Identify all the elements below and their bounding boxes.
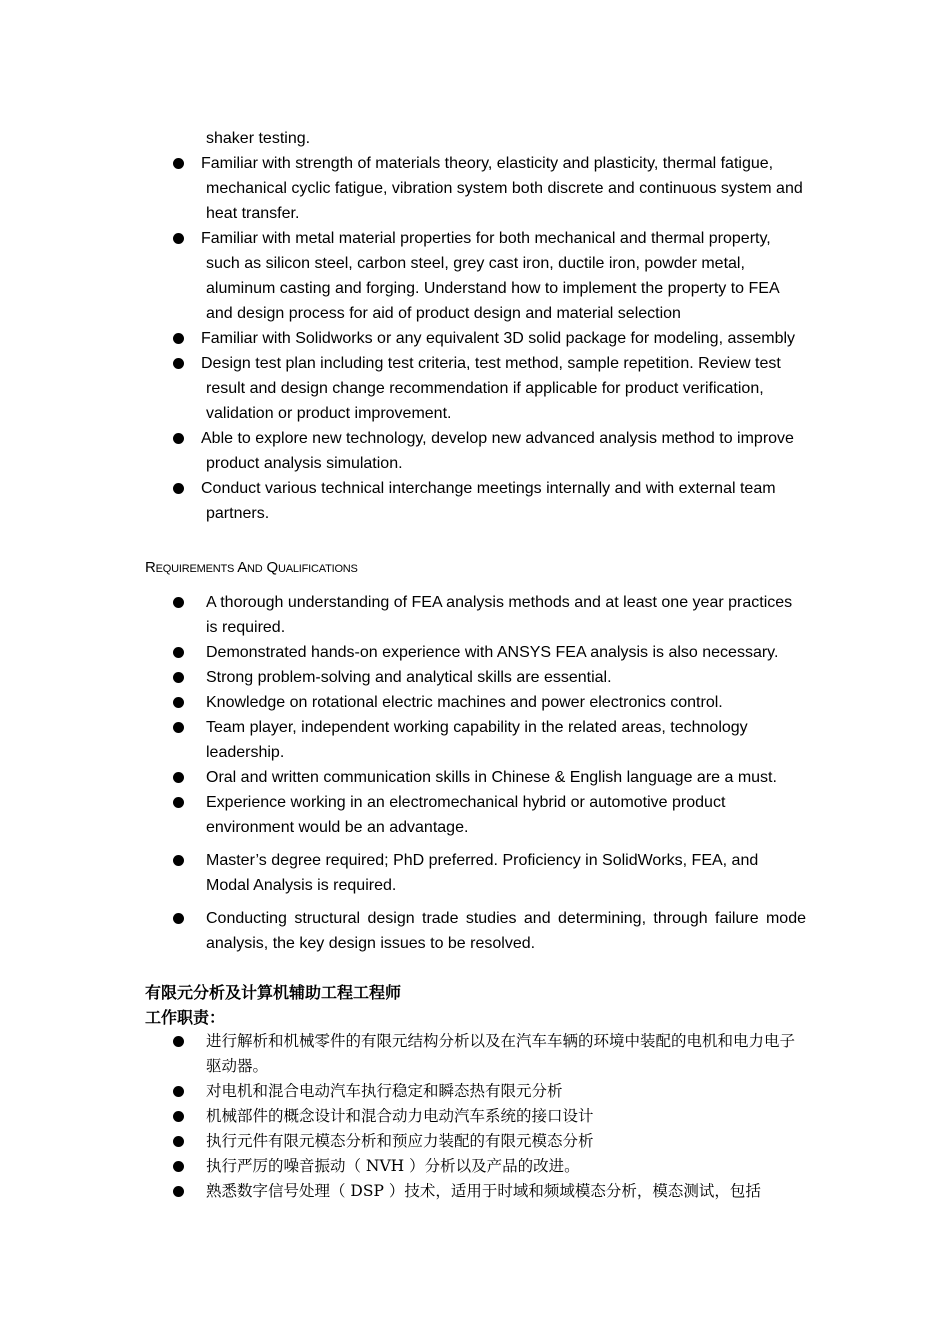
bullet-icon (173, 358, 184, 369)
bullet-icon (173, 1111, 184, 1122)
bullet-icon (173, 597, 184, 608)
bullet-icon (173, 483, 184, 494)
list-item: 熟悉数字信号处理（ DSP ）技术，适用于时域和频域模态分析，模态测试，包括 (0, 1179, 806, 1204)
zh-job-title: 有限元分析及计算机辅助工程工程师 (145, 983, 402, 1002)
bullet-icon (173, 1186, 184, 1197)
list-item: 机械部件的概念设计和混合动力电动汽车系统的接口设计 (0, 1104, 806, 1129)
continuation-text: shaker testing. (206, 130, 311, 147)
bullet-icon (173, 1086, 184, 1097)
list-item: Team player, independent working capability in the related areas, technology leadership. (0, 715, 806, 765)
list-item: 对电机和混合电动汽车执行稳定和瞬态热有限元分析 (0, 1079, 806, 1104)
list-item: 执行元件有限元模态分析和预应力装配的有限元模态分析 (0, 1129, 806, 1154)
list-item: Demonstrated hands-on experience with ANSYS FEA analysis is also necessary. (0, 640, 806, 665)
list-item: Able to explore new technology, develop new advanced analysis method to improve product analysis simulation. (0, 426, 806, 476)
bullet-icon (173, 1161, 184, 1172)
list-item: Design test plan including test criteria, test method, sample repetition. Review test result and design change recommendation if applicable for product verification, validation or product improvement. (0, 351, 806, 426)
bullet-icon (173, 158, 184, 169)
requirements-heading: Requirements And Qualifications (145, 559, 358, 576)
bullet-icon (173, 913, 184, 924)
list-item: Strong problem-solving and analytical skills are essential. (0, 665, 806, 690)
zh-duties-label: 工作职责： (145, 1008, 226, 1027)
list-item: A thorough understanding of FEA analysis methods and at least one year practices is required. (0, 590, 806, 640)
list-item: Conducting structural design trade studies and determining, through failure mode analysis, the key design issues to be resolved. (0, 906, 806, 956)
list-item: 执行严厉的噪音振动（ NVH ）分析以及产品的改进。 (0, 1154, 806, 1179)
list-item: Familiar with Solidworks or any equivalent 3D solid package for modeling, assembly (0, 326, 806, 351)
requirements-list (0, 590, 950, 956)
bullet-icon (173, 855, 184, 866)
bullet-icon (173, 672, 184, 683)
list-item: Familiar with strength of materials theory, elasticity and plasticity, thermal fatigue, mechanical cyclic fatigue, vibration system both discrete and continuous system and heat transfer. (0, 151, 806, 226)
bullet-icon (173, 233, 184, 244)
responsibilities-list (0, 151, 950, 526)
list-item: Oral and written communication skills in Chinese & English language are a must. (0, 765, 806, 790)
list-item: 进行解析和机械零件的有限元结构分析以及在汽车车辆的环境中装配的电机和电力电子驱动器。 (0, 1029, 806, 1079)
bullet-icon (173, 697, 184, 708)
bullet-icon (173, 433, 184, 444)
bullet-icon (173, 333, 184, 344)
bullet-icon (173, 1136, 184, 1147)
list-item: Conduct various technical interchange meetings internally and with external team partners. (0, 476, 806, 526)
zh-duties-list (0, 1029, 950, 1204)
bullet-icon (173, 1036, 184, 1047)
list-item: Knowledge on rotational electric machines and power electronics control. (0, 690, 806, 715)
bullet-icon (173, 722, 184, 733)
list-item: Experience working in an electromechanical hybrid or automotive product environment would be an advantage. (0, 790, 806, 840)
bullet-icon (173, 797, 184, 808)
list-item: Familiar with metal material properties for both mechanical and thermal property, such as silicon steel, carbon steel, grey cast iron, ductile iron, powder metal, aluminum casting and forging. Understand how to implement the property to FEA and design process for aid of product design and material selection (0, 226, 806, 326)
bullet-icon (173, 772, 184, 783)
bullet-icon (173, 647, 184, 658)
list-item: Master’s degree required; PhD preferred. Proficiency in SolidWorks, FEA, and Modal Analysis is required. (0, 848, 806, 898)
